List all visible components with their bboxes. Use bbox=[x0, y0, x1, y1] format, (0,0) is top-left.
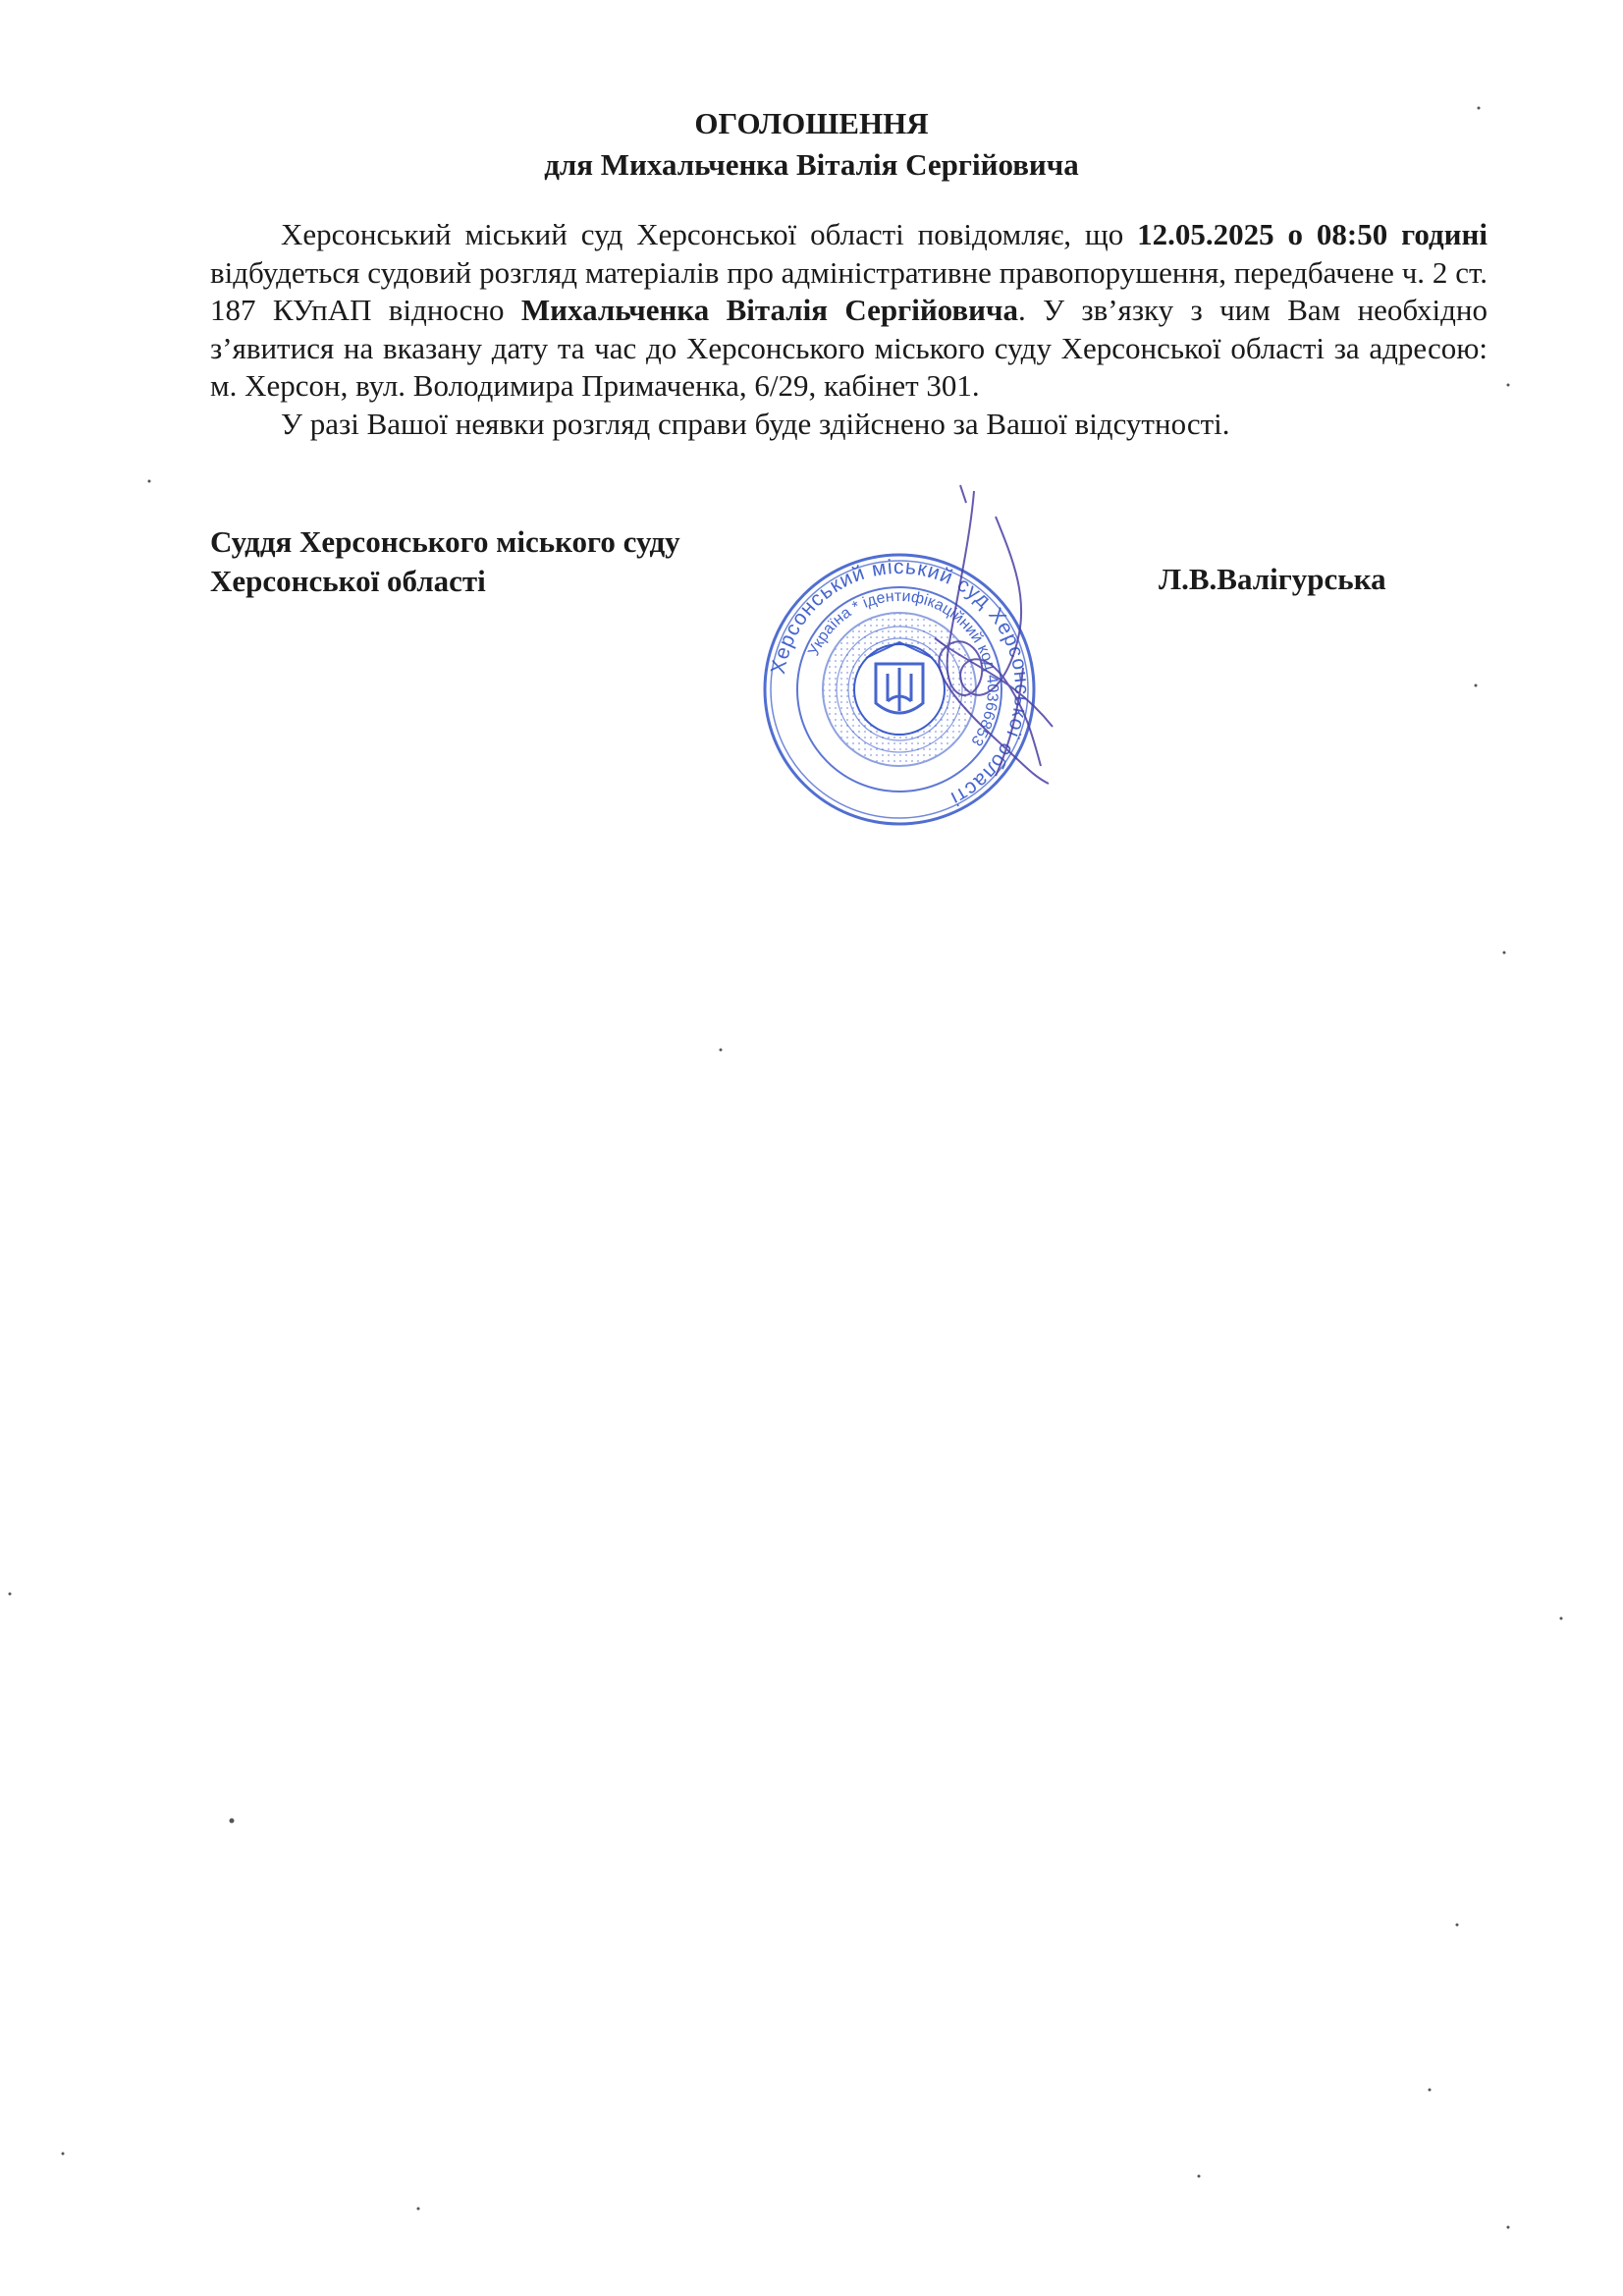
judge-position-line1: Суддя Херсонського міського суду bbox=[210, 524, 680, 559]
seal-inner-text: Україна * ідентифікаційний код 40366853 bbox=[805, 587, 1001, 749]
notice-text-middle: відбудеться судовий розгляд матеріалів про адміністративне правопорушення, передбачене ч. 2 ст. 187 КУпАП відносно bbox=[210, 254, 1488, 327]
judge-name: Л.В.Валігурська bbox=[1159, 562, 1386, 596]
defendant-name: Михальченка Віталія Сергійовича bbox=[520, 293, 1018, 327]
paragraph-absence-warning: У разі Вашої неявки розгляд справи буде здійснено за Вашої відсутності. bbox=[281, 406, 1230, 441]
seal-outer-text: Херсонський міський суд Херсонської області bbox=[767, 555, 1034, 810]
notice-text-address: . У зв’язку з чим Вам необхідно з’явитися на вказану дату та час до Херсонського міського суду Херсонської області за адресою: м. Херсон, вул. Володимира Примаченка, 6/29, кабінет 301. bbox=[210, 293, 1488, 403]
hearing-datetime: 12.05.2025 о 08:50 годині bbox=[1137, 217, 1488, 251]
judge-position-line2: Херсонської області bbox=[210, 564, 486, 598]
document-subtitle: для Михальченка Віталія Сергійовича bbox=[544, 147, 1079, 182]
notice-text-intro: Херсонський міський суд Херсонської області повідомляє, що bbox=[281, 217, 1138, 251]
document-title: ОГОЛОШЕННЯ bbox=[694, 106, 929, 140]
